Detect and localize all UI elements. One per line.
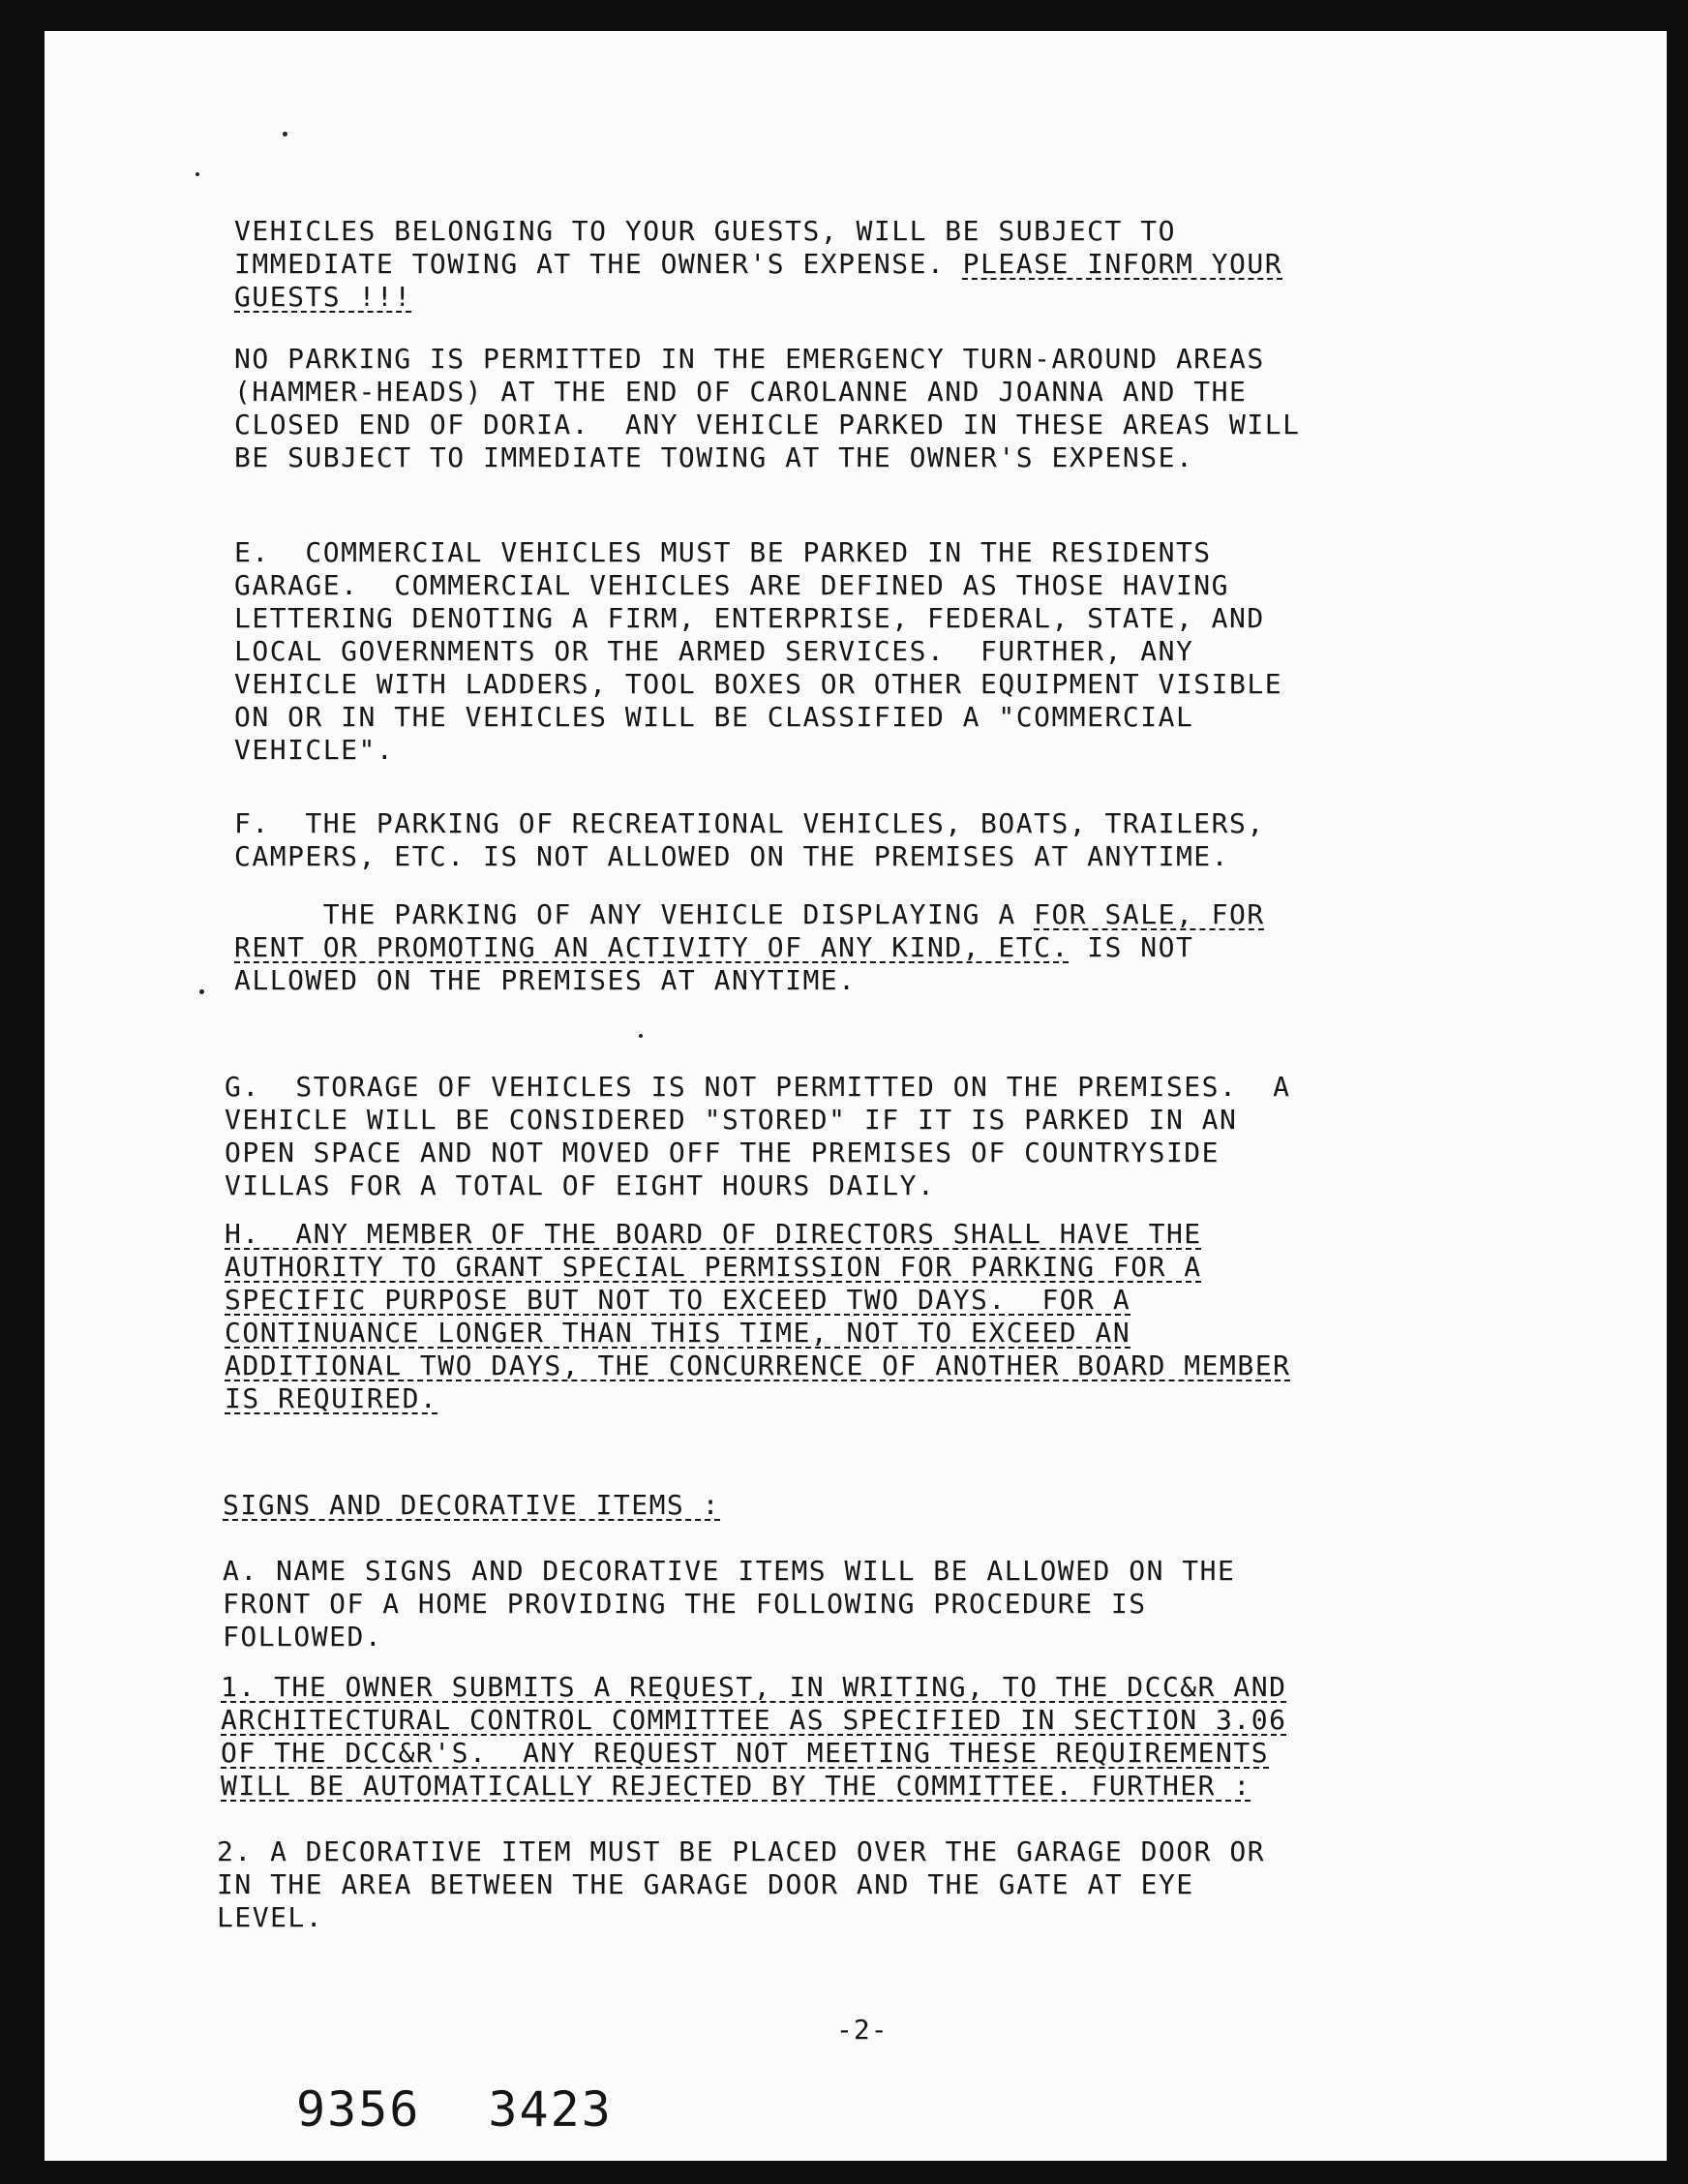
underlined-text: WILL BE AUTOMATICALLY REJECTED BY THE COMMITTEE. FURTHER : bbox=[221, 1770, 1251, 1802]
scan-speck bbox=[639, 1034, 643, 1038]
text-line: E. COMMERCIAL VEHICLES MUST BE PARKED IN THE RESIDENTS bbox=[234, 536, 1212, 568]
underlined-text: 1. THE OWNER SUBMITS A REQUEST, IN WRITING, TO THE DCC&R AND bbox=[221, 1671, 1287, 1703]
text-line: ALLOWED ON THE PREMISES AT ANYTIME. bbox=[234, 964, 857, 996]
section-f-paragraph bbox=[234, 807, 1265, 873]
text-line: ON OR IN THE VEHICLES WILL BE CLASSIFIED A "COMMERCIAL bbox=[234, 701, 1194, 733]
item-1-paragraph bbox=[221, 1671, 1286, 1803]
text-line: THE PARKING OF ANY VEHICLE DISPLAYING A bbox=[234, 898, 1035, 930]
scan-speck bbox=[283, 132, 287, 136]
text-line: VEHICLE". bbox=[234, 734, 395, 766]
text-line: 2. A DECORATIVE ITEM MUST BE PLACED OVER THE GARAGE DOOR OR bbox=[217, 1835, 1266, 1867]
underlined-text: CONTINUANCE LONGER THAN THIS TIME, NOT TO EXCEED AN bbox=[225, 1317, 1131, 1349]
section-a-paragraph bbox=[223, 1555, 1235, 1653]
text-line: GARAGE. COMMERCIAL VEHICLES ARE DEFINED AS THOSE HAVING bbox=[234, 569, 1230, 601]
text-line: VEHICLE WITH LADDERS, TOOL BOXES OR OTHER EQUIPMENT VISIBLE bbox=[234, 668, 1283, 700]
text-line: LOCAL GOVERNMENTS OR THE ARMED SERVICES. FURTHER, ANY bbox=[234, 635, 1194, 667]
document-code-part: 3423 bbox=[488, 2081, 613, 2138]
underlined-text: OF THE DCC&R'S. ANY REQUEST NOT MEETING THESE REQUIREMENTS bbox=[221, 1737, 1270, 1769]
signs-heading bbox=[223, 1489, 720, 1522]
text-line: VEHICLE WILL BE CONSIDERED "STORED" IF IT IS PARKED IN AN bbox=[225, 1104, 1238, 1136]
scan-speck bbox=[199, 989, 204, 994]
text-line: VEHICLES BELONGING TO YOUR GUESTS, WILL BE SUBJECT TO bbox=[234, 215, 1176, 247]
text-line: IMMEDIATE TOWING AT THE OWNER'S EXPENSE. bbox=[234, 248, 963, 280]
underlined-text: GUESTS !!! bbox=[234, 281, 412, 313]
no-parking-paragraph bbox=[234, 343, 1300, 474]
text-line: CAMPERS, ETC. IS NOT ALLOWED ON THE PREMISES AT ANYTIME. bbox=[234, 840, 1230, 872]
text-line: (HAMMER-HEADS) AT THE END OF CAROLANNE AND JOANNA AND THE bbox=[234, 376, 1248, 408]
section-g-paragraph bbox=[225, 1071, 1290, 1202]
text-line: FOLLOWED. bbox=[223, 1621, 383, 1653]
text-line: NO PARKING IS PERMITTED IN THE EMERGENCY TURN-AROUND AREAS bbox=[234, 343, 1265, 375]
section-h-paragraph bbox=[225, 1218, 1290, 1415]
underlined-text: ADDITIONAL TWO DAYS, THE CONCURRENCE OF ANOTHER BOARD MEMBER bbox=[225, 1350, 1291, 1381]
document-page bbox=[45, 31, 1667, 2161]
text-line: FRONT OF A HOME PROVIDING THE FOLLOWING PROCEDURE IS bbox=[223, 1588, 1147, 1620]
text-line: LETTERING DENOTING A FIRM, ENTERPRISE, FEDERAL, STATE, AND bbox=[234, 602, 1265, 634]
text-line: A. NAME SIGNS AND DECORATIVE ITEMS WILL BE ALLOWED ON THE bbox=[223, 1555, 1236, 1587]
underlined-text: H. ANY MEMBER OF THE BOARD OF DIRECTORS SHALL HAVE THE bbox=[225, 1218, 1202, 1250]
text-line: IS NOT bbox=[1069, 931, 1194, 963]
guest-towing-paragraph bbox=[234, 215, 1282, 314]
underlined-text: ARCHITECTURAL CONTROL COMMITTEE AS SPECIFIED IN SECTION 3.06 bbox=[221, 1704, 1287, 1736]
underlined-text: IS REQUIRED. bbox=[225, 1382, 438, 1414]
underlined-text: RENT OR PROMOTING AN ACTIVITY OF ANY KIND, ETC. bbox=[234, 931, 1070, 963]
page-number: -2- bbox=[836, 2014, 889, 2046]
text-line: F. THE PARKING OF RECREATIONAL VEHICLES, BOATS, TRAILERS, bbox=[234, 807, 1265, 839]
item-2-paragraph bbox=[217, 1835, 1265, 1934]
text-line: BE SUBJECT TO IMMEDIATE TOWING AT THE OWNER'S EXPENSE. bbox=[234, 441, 1194, 473]
text-line: VILLAS FOR A TOTAL OF EIGHT HOURS DAILY. bbox=[225, 1169, 936, 1201]
text-line: G. STORAGE OF VEHICLES IS NOT PERMITTED ON THE PREMISES. A bbox=[225, 1071, 1291, 1103]
for-sale-paragraph bbox=[234, 898, 1265, 997]
text-line: OPEN SPACE AND NOT MOVED OFF THE PREMISES OF COUNTRYSIDE bbox=[225, 1137, 1221, 1168]
underlined-text: SPECIFIC PURPOSE BUT NOT TO EXCEED TWO DAYS. FOR A bbox=[225, 1284, 1131, 1316]
text-line: IN THE AREA BETWEEN THE GARAGE DOOR AND THE GATE AT EYE bbox=[217, 1868, 1194, 1900]
heading-text: SIGNS AND DECORATIVE ITEMS : bbox=[223, 1489, 721, 1521]
document-code bbox=[296, 2081, 613, 2138]
underlined-text: PLEASE INFORM YOUR bbox=[962, 248, 1283, 280]
underlined-text: AUTHORITY TO GRANT SPECIAL PERMISSION FOR PARKING FOR A bbox=[225, 1251, 1202, 1283]
text-line: CLOSED END OF DORIA. ANY VEHICLE PARKED IN THESE AREAS WILL bbox=[234, 409, 1301, 440]
text-line: LEVEL. bbox=[217, 1901, 324, 1933]
section-e-paragraph bbox=[234, 536, 1282, 767]
underlined-text: FOR SALE, FOR bbox=[1034, 898, 1265, 930]
scan-speck bbox=[196, 172, 199, 176]
document-code-part: 9356 bbox=[296, 2081, 421, 2138]
